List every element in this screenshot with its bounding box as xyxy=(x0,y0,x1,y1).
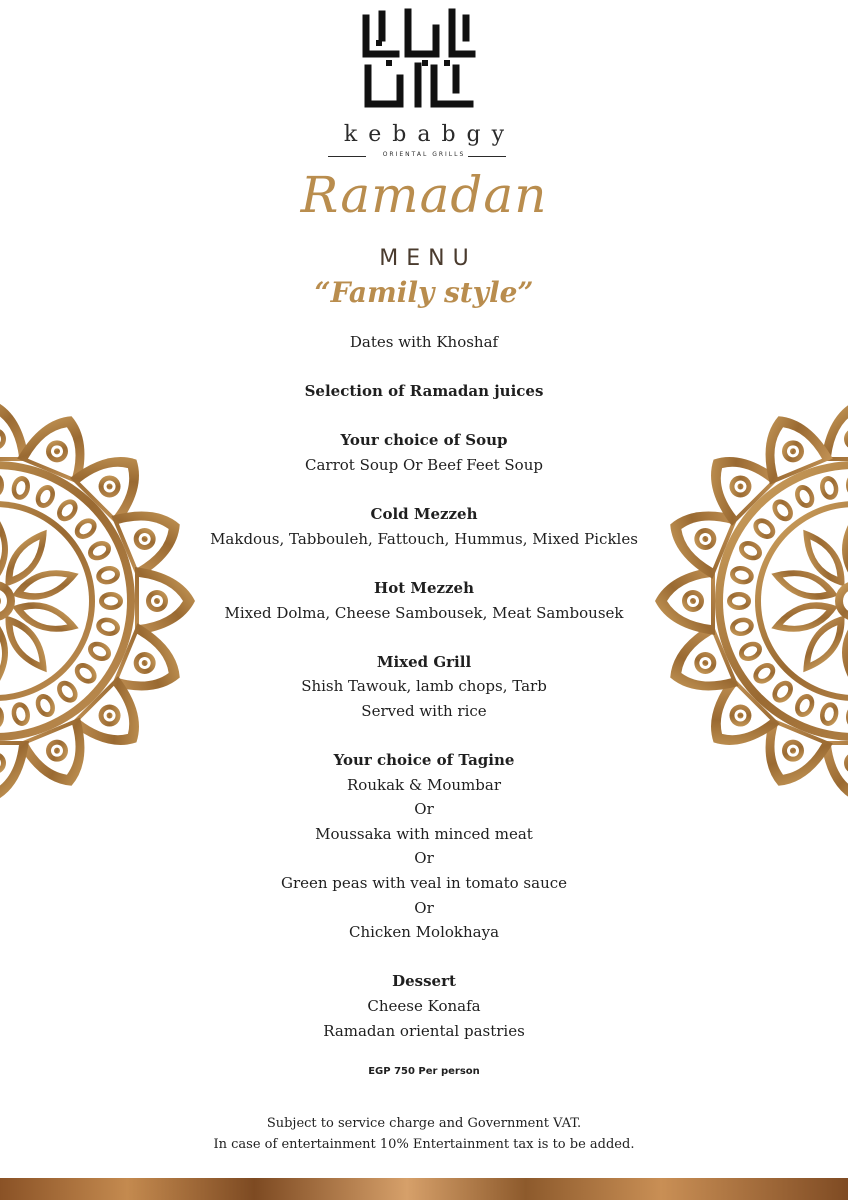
menu-list xyxy=(0,330,848,1043)
footer-line-tax: In case of entertainment 10% Entertainment tax is to be added. xyxy=(213,1137,635,1152)
tagine-title: Your choice of Tagine xyxy=(333,751,515,770)
tagine-item: Moussaka with minced meat xyxy=(315,824,533,843)
footer-note xyxy=(0,1113,848,1155)
tagine-or: Or xyxy=(414,898,434,917)
footer-line-vat: Subject to service charge and Government VAT. xyxy=(266,1116,582,1131)
dates-item: Dates with Khoshaf xyxy=(349,333,499,351)
price-label: EGP 750 Per person xyxy=(368,1066,480,1077)
tagine-item: Green peas with veal in tomato sauce xyxy=(280,874,568,893)
brand-rule-right xyxy=(468,156,506,157)
soup-title: Your choice of Soup xyxy=(340,431,508,450)
ramadan-heading: Ramadan xyxy=(300,166,548,224)
hot-mezzeh-item: Mixed Dolma, Cheese Sambousek, Meat Sambousek xyxy=(224,603,624,622)
calligraphy-logo xyxy=(356,8,480,112)
tagine-item: Roukak & Moumbar xyxy=(347,775,501,794)
juices-title: Selection of Ramadan juices xyxy=(304,382,544,401)
cold-mezzeh-title: Cold Mezzeh xyxy=(370,505,478,524)
family-style-heading: “Family style” xyxy=(314,276,534,309)
menu-heading: MENU xyxy=(379,246,477,271)
soup-item: Carrot Soup Or Beef Feet Soup xyxy=(305,455,543,474)
mixed-grill-item: Served with rice xyxy=(361,701,487,720)
cold-mezzeh-item: Makdous, Tabbouleh, Fattouch, Hummus, Mixed Pickles xyxy=(210,529,638,548)
copper-strip xyxy=(0,1178,848,1200)
dessert-title: Dessert xyxy=(392,972,456,991)
brand-name: kebabgy xyxy=(343,122,516,147)
tagine-item: Chicken Molokhaya xyxy=(348,923,500,942)
hot-mezzeh-title: Hot Mezzeh xyxy=(374,578,474,597)
mixed-grill-item: Shish Tawouk, lamb chops, Tarb xyxy=(301,677,547,696)
brand-tagline: ORIENTAL GRILLS xyxy=(382,151,466,158)
dessert-item: Ramadan oriental pastries xyxy=(323,1021,525,1040)
tagine-or: Or xyxy=(414,849,434,868)
mixed-grill-title: Mixed Grill xyxy=(376,652,472,671)
tagine-or: Or xyxy=(414,800,434,819)
dessert-item: Cheese Konafa xyxy=(367,997,481,1016)
